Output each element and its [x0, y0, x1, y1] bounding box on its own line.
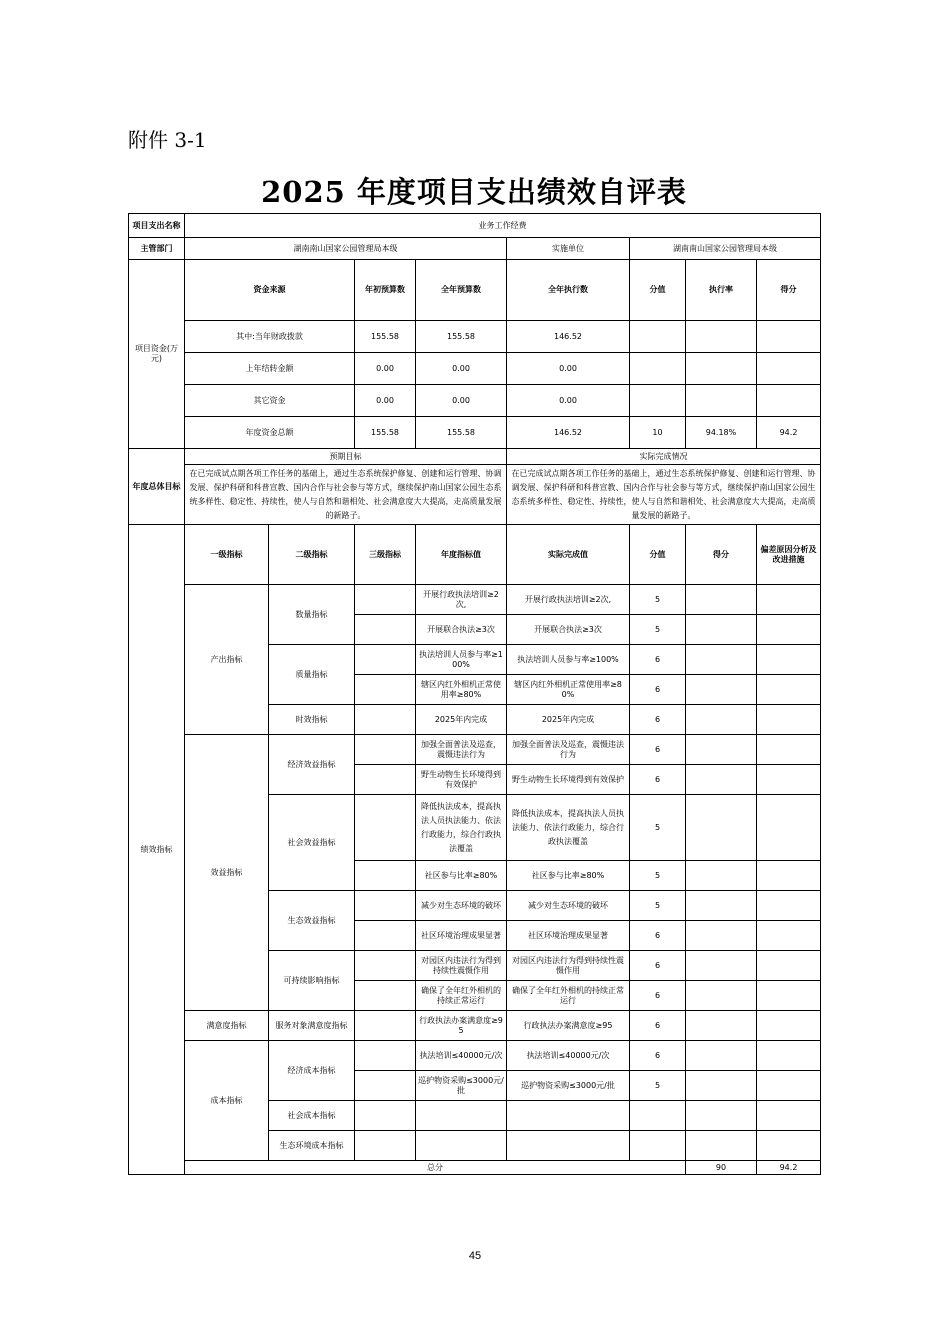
l1-satisfaction: 满意度指标 — [185, 1011, 269, 1041]
ind-header-l2: 二级指标 — [269, 525, 355, 585]
indicator-row — [129, 1011, 821, 1041]
goals-section-label: 年度总体目标 — [129, 449, 185, 525]
l3-cell — [355, 735, 416, 765]
target-cell: 辖区内红外相机正常使用率≥80% — [416, 675, 507, 705]
target-cell — [416, 1101, 507, 1131]
funds-total-row — [129, 417, 821, 449]
ind-header-value: 分值 — [630, 525, 686, 585]
score-cell — [686, 645, 757, 675]
fund-score — [757, 321, 821, 353]
l3-cell — [355, 951, 416, 981]
actual-cell: 野生动物生长环境得到有效保护 — [507, 765, 630, 795]
ind-header-deviation: 偏差原因分析及改进措施 — [757, 525, 821, 585]
l2-econ-cost: 经济成本指标 — [269, 1041, 355, 1101]
value-cell — [630, 1101, 686, 1131]
l3-cell — [355, 675, 416, 705]
ind-header-target: 年度指标值 — [416, 525, 507, 585]
fund-annual: 155.58 — [416, 321, 507, 353]
indicator-row — [129, 735, 821, 765]
score-cell — [686, 951, 757, 981]
goals-actual-text: 在已完成试点期各项工作任务的基础上，通过生态系统保护修复、创建和运行管理、协调发展、保护科研和科普宣教、国内合作与社会参与等方式，继续保护南山国家公园生态系统多样性、稳定性、持续性，使人与自然和谐相处、社会满意度大大提高，走高质量发展的新路子。 — [507, 465, 821, 525]
value-cell: 6 — [630, 1011, 686, 1041]
fund-annual: 0.00 — [416, 385, 507, 417]
funds-header-rate: 执行率 — [686, 260, 757, 321]
actual-cell: 降低执法成本，提高执法人员执法能力、依法行政能力，综合行政执法覆盖 — [507, 795, 630, 861]
fund-rate — [686, 321, 757, 353]
fund-executed: 146.52 — [507, 417, 630, 449]
score-cell — [686, 615, 757, 645]
fund-score-value: 10 — [630, 417, 686, 449]
target-cell: 减少对生态环境的破坏 — [416, 891, 507, 921]
target-cell: 2025年内完成 — [416, 705, 507, 735]
fund-executed: 0.00 — [507, 353, 630, 385]
indicator-row — [129, 585, 821, 615]
value-cell: 5 — [630, 795, 686, 861]
l3-cell — [355, 1041, 416, 1071]
project-name-value: 业务工作经费 — [185, 214, 821, 238]
funds-row — [129, 353, 821, 385]
impl-label: 实施单位 — [507, 238, 630, 260]
score-cell — [686, 1101, 757, 1131]
page-number: 45 — [468, 1250, 482, 1262]
value-cell: 6 — [630, 645, 686, 675]
l3-cell — [355, 615, 416, 645]
fund-annual: 155.58 — [416, 417, 507, 449]
fund-rate — [686, 353, 757, 385]
fund-score — [757, 353, 821, 385]
fund-source: 其它资金 — [185, 385, 355, 417]
l1-cost: 成本指标 — [185, 1041, 269, 1161]
target-cell: 执法培训≤40000元/次 — [416, 1041, 507, 1071]
fund-source: 其中:当年财政拨款 — [185, 321, 355, 353]
department-row — [129, 238, 821, 260]
l2-ecological: 生态效益指标 — [269, 891, 355, 951]
l3-cell — [355, 981, 416, 1011]
score-cell — [686, 1011, 757, 1041]
funds-section-label: 项目资金(万元) — [129, 260, 185, 449]
funds-header-initial: 年初预算数 — [355, 260, 416, 321]
l2-social: 社会效益指标 — [269, 795, 355, 891]
l3-cell — [355, 1011, 416, 1041]
deviation-cell — [757, 615, 821, 645]
fund-source: 上年结转金额 — [185, 353, 355, 385]
l2-eco-cost: 生态环境成本指标 — [269, 1131, 355, 1161]
score-cell — [686, 1131, 757, 1161]
funds-header-row — [129, 260, 821, 321]
fund-rate: 94.18% — [686, 417, 757, 449]
l3-cell — [355, 795, 416, 861]
page-title: 2025 年度项目支出绩效自评表 — [261, 175, 687, 209]
l2-service: 服务对象满意度指标 — [269, 1011, 355, 1041]
value-cell — [630, 1131, 686, 1161]
fund-rate — [686, 385, 757, 417]
ind-header-actual: 实际完成值 — [507, 525, 630, 585]
actual-cell — [507, 1101, 630, 1131]
funds-header-score-value: 分值 — [630, 260, 686, 321]
deviation-cell — [757, 795, 821, 861]
score-cell — [686, 921, 757, 951]
funds-header-source: 资金来源 — [185, 260, 355, 321]
fund-initial: 155.58 — [355, 321, 416, 353]
value-cell: 5 — [630, 615, 686, 645]
actual-cell: 确保了全年红外相机的持续正常运行 — [507, 981, 630, 1011]
actual-cell: 开展行政执法培训≥2次, — [507, 585, 630, 615]
funds-row — [129, 385, 821, 417]
funds-header-annual: 全年预算数 — [416, 260, 507, 321]
deviation-cell — [757, 951, 821, 981]
target-cell: 巡护物资采购≤3000元/批 — [416, 1071, 507, 1101]
l3-cell — [355, 705, 416, 735]
target-cell: 社区参与比率≥80% — [416, 861, 507, 891]
ind-header-l3: 三级指标 — [355, 525, 416, 585]
fund-score: 94.2 — [757, 417, 821, 449]
target-cell — [416, 1131, 507, 1161]
l3-cell — [355, 921, 416, 951]
funds-header-executed: 全年执行数 — [507, 260, 630, 321]
l3-cell — [355, 1101, 416, 1131]
fund-initial: 0.00 — [355, 385, 416, 417]
deviation-cell — [757, 1131, 821, 1161]
performance-table — [128, 213, 821, 1175]
target-cell: 野生动物生长环境得到有效保护 — [416, 765, 507, 795]
l3-cell — [355, 861, 416, 891]
value-cell: 6 — [630, 735, 686, 765]
l3-cell — [355, 891, 416, 921]
score-cell — [686, 705, 757, 735]
score-cell — [686, 981, 757, 1011]
actual-cell: 2025年内完成 — [507, 705, 630, 735]
actual-cell: 辖区内红外相机正常使用率≥80% — [507, 675, 630, 705]
dept-value: 湖南南山国家公园管理局本级 — [185, 238, 507, 260]
value-cell: 5 — [630, 861, 686, 891]
indicators-section-label: 绩效指标 — [129, 525, 185, 1175]
actual-cell: 开展联合执法≥3次 — [507, 615, 630, 645]
score-cell — [686, 585, 757, 615]
actual-cell: 加强全面普法及巡查，震慑违法行为 — [507, 735, 630, 765]
l3-cell — [355, 1071, 416, 1101]
goals-content-row — [129, 465, 821, 525]
fund-initial: 0.00 — [355, 353, 416, 385]
target-cell: 开展行政执法培训≥2次, — [416, 585, 507, 615]
l2-timeliness: 时效指标 — [269, 705, 355, 735]
target-cell: 确保了全年红外相机的持续正常运行 — [416, 981, 507, 1011]
deviation-cell — [757, 1101, 821, 1131]
value-cell: 5 — [630, 585, 686, 615]
fund-score-value — [630, 385, 686, 417]
target-cell: 社区环境治理成果显著 — [416, 921, 507, 951]
deviation-cell — [757, 675, 821, 705]
project-name-label: 项目支出名称 — [129, 214, 185, 238]
total-label: 总分 — [185, 1161, 686, 1175]
score-cell — [686, 1041, 757, 1071]
fund-score-value — [630, 321, 686, 353]
score-cell — [686, 765, 757, 795]
score-cell — [686, 795, 757, 861]
l3-cell — [355, 1131, 416, 1161]
actual-cell: 对园区内违法行为得到持续性震慑作用 — [507, 951, 630, 981]
deviation-cell — [757, 1011, 821, 1041]
deviation-cell — [757, 861, 821, 891]
target-cell: 加强全面普法及巡查，震慑违法行为 — [416, 735, 507, 765]
l2-quality: 质量指标 — [269, 645, 355, 705]
total-value: 90 — [686, 1161, 757, 1175]
total-row — [129, 1161, 821, 1175]
l3-cell — [355, 645, 416, 675]
value-cell: 6 — [630, 981, 686, 1011]
attachment-label: 附件 3-1 — [128, 128, 207, 152]
score-cell — [686, 1071, 757, 1101]
goals-actual-label: 实际完成情况 — [507, 449, 821, 465]
fund-score-value — [630, 353, 686, 385]
deviation-cell — [757, 1041, 821, 1071]
fund-score — [757, 385, 821, 417]
l3-cell — [355, 765, 416, 795]
actual-cell — [507, 1131, 630, 1161]
deviation-cell — [757, 585, 821, 615]
goals-expected-label: 预期目标 — [185, 449, 507, 465]
fund-initial: 155.58 — [355, 417, 416, 449]
goals-header-row — [129, 449, 821, 465]
fund-executed: 146.52 — [507, 321, 630, 353]
deviation-cell — [757, 1071, 821, 1101]
actual-cell: 社区参与比率≥80% — [507, 861, 630, 891]
total-score: 94.2 — [757, 1161, 821, 1175]
value-cell: 6 — [630, 921, 686, 951]
fund-annual: 0.00 — [416, 353, 507, 385]
deviation-cell — [757, 891, 821, 921]
l2-social-cost: 社会成本指标 — [269, 1101, 355, 1131]
actual-cell: 执法培训人员参与率≥100% — [507, 645, 630, 675]
funds-row — [129, 321, 821, 353]
target-cell: 对园区内违法行为得到持续性震慑作用 — [416, 951, 507, 981]
deviation-cell — [757, 921, 821, 951]
target-cell: 执法培训人员参与率≥100% — [416, 645, 507, 675]
value-cell: 5 — [630, 1071, 686, 1101]
goals-expected-text: 在已完成试点期各项工作任务的基础上，通过生态系统保护修复、创建和运行管理、协调发展、保护科研和科普宣教、国内合作与社会参与等方式，继续保护南山国家公园生态系统多样性、稳定性、持续性，使人与自然和谐相处、社会满意度大大提高，走高质量发展的新路子。 — [185, 465, 507, 525]
value-cell: 6 — [630, 705, 686, 735]
funds-header-score: 得分 — [757, 260, 821, 321]
actual-cell: 巡护物资采购≤3000元/批 — [507, 1071, 630, 1101]
actual-cell: 执法培训≤40000元/次 — [507, 1041, 630, 1071]
value-cell: 6 — [630, 675, 686, 705]
score-cell — [686, 861, 757, 891]
target-cell: 降低执法成本，提高执法人员执法能力、依法行政能力，综合行政执法覆盖 — [416, 795, 507, 861]
actual-cell: 社区环境治理成果显著 — [507, 921, 630, 951]
value-cell: 6 — [630, 1041, 686, 1071]
fund-source: 年度资金总额 — [185, 417, 355, 449]
value-cell: 6 — [630, 951, 686, 981]
deviation-cell — [757, 705, 821, 735]
deviation-cell — [757, 981, 821, 1011]
value-cell: 6 — [630, 765, 686, 795]
l1-benefit: 效益指标 — [185, 735, 269, 1011]
score-cell — [686, 891, 757, 921]
ind-header-l1: 一级指标 — [185, 525, 269, 585]
l3-cell — [355, 585, 416, 615]
indicator-row — [129, 1041, 821, 1071]
actual-cell: 减少对生态环境的破坏 — [507, 891, 630, 921]
score-cell — [686, 675, 757, 705]
actual-cell: 行政执法办案满意度≥95 — [507, 1011, 630, 1041]
score-cell — [686, 735, 757, 765]
fund-executed: 0.00 — [507, 385, 630, 417]
ind-header-score: 得分 — [686, 525, 757, 585]
indicators-header-row — [129, 525, 821, 585]
dept-label: 主管部门 — [129, 238, 185, 260]
l2-quantity: 数量指标 — [269, 585, 355, 645]
impl-value: 湖南南山国家公园管理局本级 — [630, 238, 821, 260]
project-name-row — [129, 214, 821, 238]
deviation-cell — [757, 765, 821, 795]
target-cell: 行政执法办案满意度≥95 — [416, 1011, 507, 1041]
value-cell: 5 — [630, 891, 686, 921]
deviation-cell — [757, 735, 821, 765]
deviation-cell — [757, 645, 821, 675]
l2-economic: 经济效益指标 — [269, 735, 355, 795]
l1-output: 产出指标 — [185, 585, 269, 735]
l2-sustainable: 可持续影响指标 — [269, 951, 355, 1011]
target-cell: 开展联合执法≥3次 — [416, 615, 507, 645]
